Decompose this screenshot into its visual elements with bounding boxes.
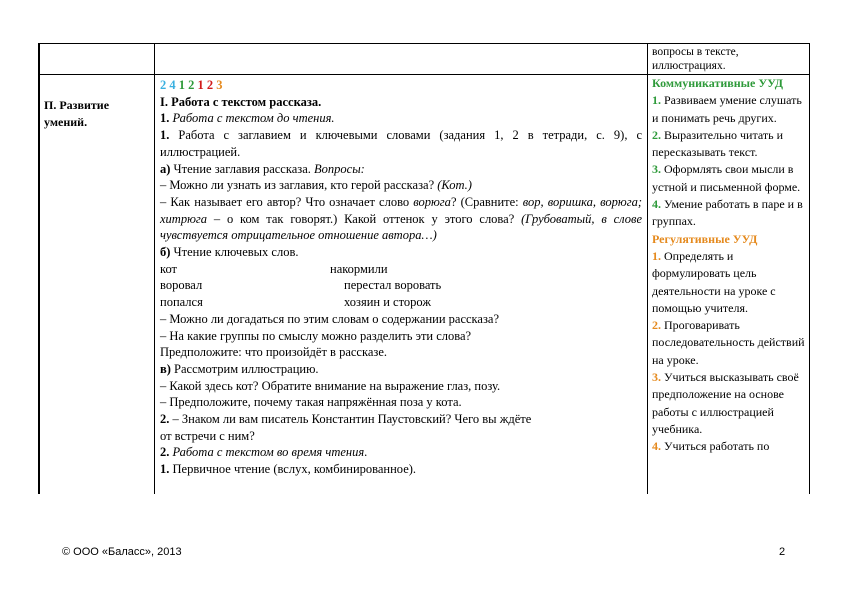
question: – Можно ли узнать из заглавия, кто герой рассказа? [160,178,435,193]
item-text: Работа с текстом до чтения. [172,111,335,126]
question: – о ком так говорят.) Какой оттенок у этого слова? [213,211,515,226]
uud-text: Учиться высказывать своё предположение на основе работы с иллюстрацией учебника. [652,370,799,436]
answer: (Грубоватый, в слове чувствуется отрицательное отношение автора…) [160,211,642,243]
digit: 2 [188,78,195,92]
question: – Как называет его автор? Что означает слово [160,194,410,209]
uud-item [652,317,808,369]
lesson-table [38,43,810,494]
communicative-uud-heading: Коммуникативные УУД [652,76,784,90]
uud-number: 3. [652,162,661,177]
sub-text: Чтение заглавия рассказа. [173,161,311,176]
item-text: – Знаком ли вам писатель Константин Паустовский? Чего вы ждёте [172,412,532,427]
digit: 3 [216,78,223,92]
uud-text: Учиться работать по [664,439,770,454]
uud-item [652,438,808,455]
question: ? (Сравните: [450,194,519,209]
question: – Какой здесь кот? Обратите внимание на выражение глаз, позу. [160,378,501,393]
uud-text: Умение работать в паре и в группах. [652,197,803,229]
item-text: Первичное чтение (вслух, комбинированное). [172,462,417,477]
uud-number: 1. [652,93,661,108]
item-number: 1. [160,462,170,477]
section-title-line2: умений. [44,115,88,129]
lesson-content [160,77,642,478]
section-heading: I. Работа с текстом рассказа. [160,94,322,109]
sub-label: в) [160,361,171,376]
item-text: от встречи с ним? [160,428,255,443]
uud-text: Развиваем умение слушать и понимать речь других. [652,93,802,125]
item-number: 2. [160,445,170,460]
row-divider [40,74,809,75]
section-title [44,97,109,131]
question: – Предположите, почему такая напряжённая поза у кота. [160,395,462,410]
item-text: Работа с текстом во время чтения [172,445,365,460]
uud-number: 2. [652,127,661,142]
uud-text: Выразительно читать и пересказывать текст. [652,127,784,160]
sub-text-italic: Вопросы: [314,161,365,176]
regulatory-uud-heading: Регулятивные УУД [652,231,758,246]
prev-row-line: иллюстрациях. [652,60,726,72]
punctuation: . [364,445,368,460]
item-text: Работа с заглавием и ключевыми словами (задания 1, 2 в тетради, с. 9), с иллюстрацией. [160,128,643,159]
sub-label: а) [160,161,171,176]
keyword: кот [160,261,177,276]
color-digits [160,77,642,94]
content-column [155,44,648,494]
question-word: вор, воришка, ворюга; хитрюга [160,194,643,226]
digit: 1 [178,78,185,92]
uud-item [652,196,808,231]
uud-text: Проговаривать последовательность действий на уроке. [652,318,805,367]
uud-text: Оформлять свои мысли в устной и письменной форме. [652,162,801,194]
question-word: ворюга [413,194,451,209]
section-title-line1: П. Развитие [44,98,110,112]
keyword: накормили [330,261,388,276]
uud-text: Определять и формулировать цель деятельности на уроке с помощью учителя. [652,248,776,315]
stage-column [40,44,155,494]
keyword: перестал воровать [344,278,442,293]
item-number: 1. [160,128,170,143]
digit: 1 [197,78,204,92]
question: – Можно ли догадаться по этим словам о содержании рассказа? [160,311,500,326]
question-block [160,194,642,244]
keyword: попался [160,295,203,310]
page-number: 2 [779,546,786,558]
digit: 2 [160,78,167,92]
uud-number: 2. [652,318,661,333]
uud-item [652,369,808,438]
copyright-footer: © ООО «Баласс», 2013 [62,546,182,558]
uud-item [652,92,808,127]
uud-number: 4. [652,197,661,212]
keyword-row [160,261,642,278]
keyword: воровал [160,278,203,293]
question: – На какие группы по смыслу можно разделить эти слова? [160,328,472,343]
uud-number: 1. [652,248,661,263]
answer: (Кот.) [437,178,472,193]
keyword-row [160,294,642,311]
sub-label: б) [160,245,171,260]
item-number: 2. [160,412,170,427]
uud-item [652,161,808,196]
keyword: хозяин и сторож [344,295,431,310]
uud-number: 3. [652,370,661,385]
uud-column [648,44,810,494]
uud-content [652,75,808,456]
digit: 2 [206,78,214,92]
digit: 4 [169,78,176,92]
prev-row-text [652,45,739,73]
sub-text: Чтение ключевых слов. [173,245,299,260]
prev-row-line: вопросы в тексте, [652,46,739,58]
uud-number: 4. [652,439,661,454]
uud-item [652,127,808,162]
keyword-row [160,277,642,294]
uud-item [652,248,808,317]
question: Предположите: что произойдёт в рассказе. [160,345,388,360]
item-number: 1. [160,111,170,126]
sub-text: Рассмотрим иллюстрацию. [174,361,319,376]
